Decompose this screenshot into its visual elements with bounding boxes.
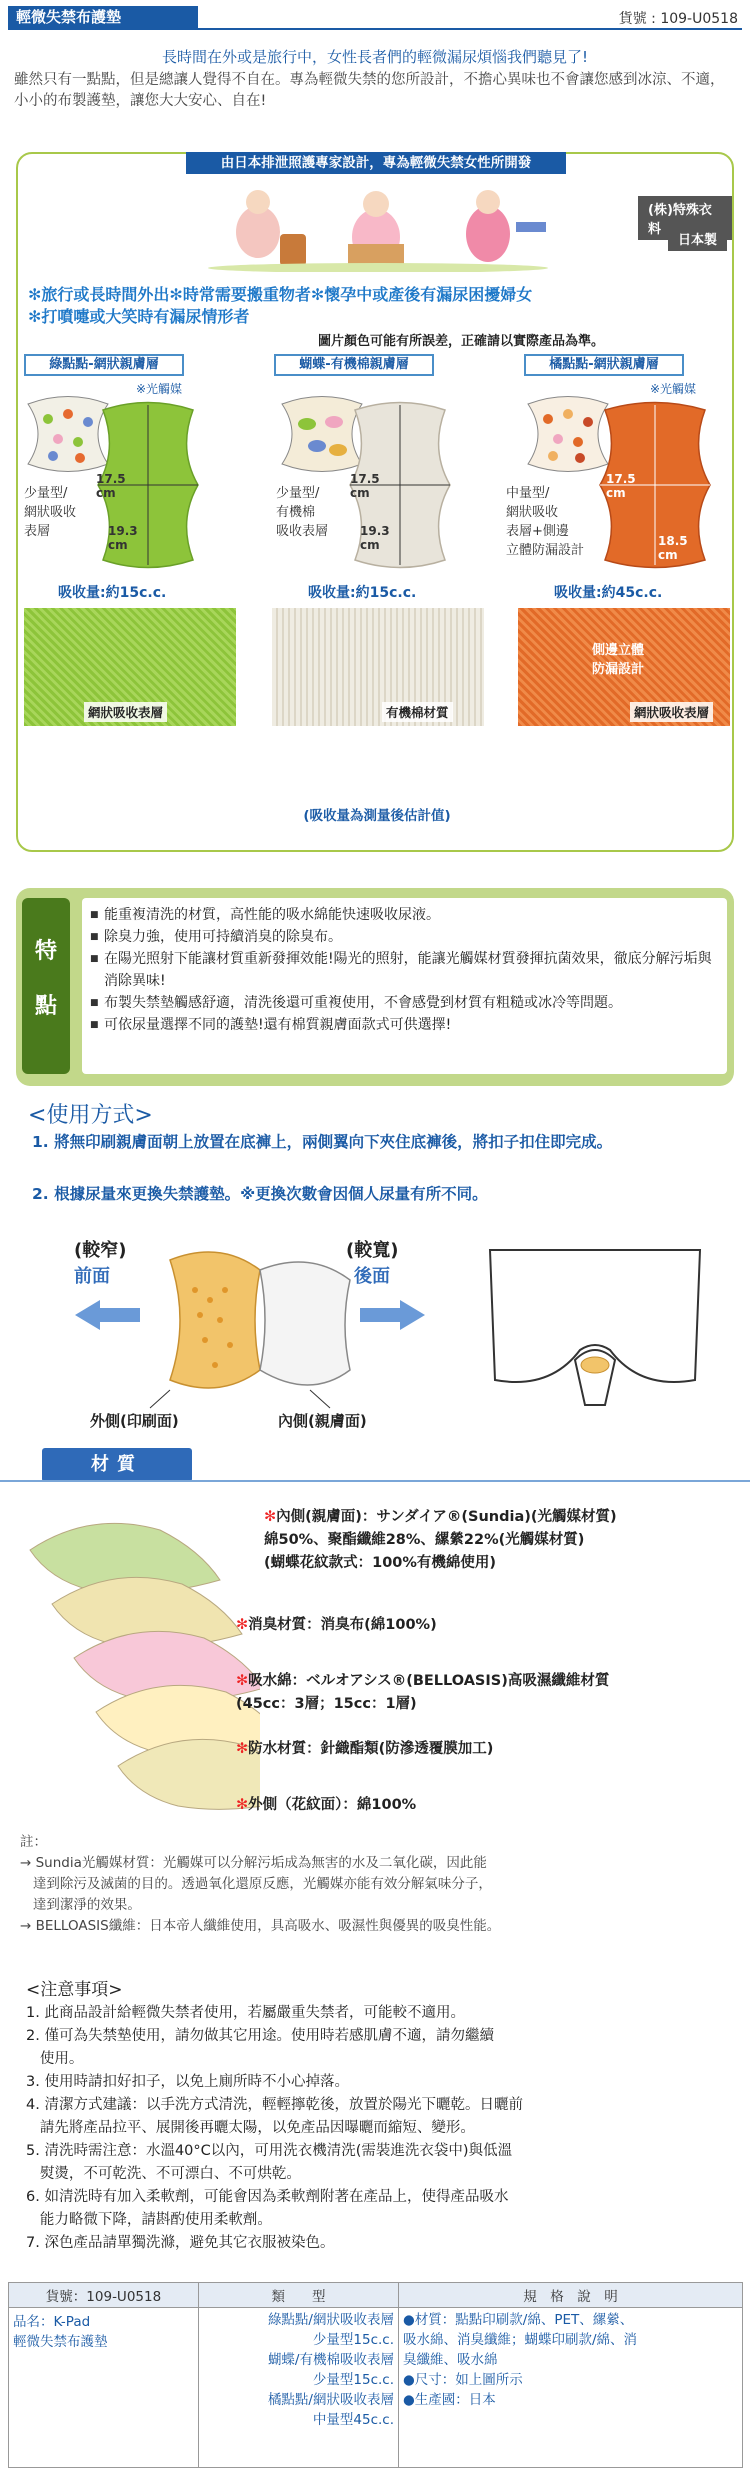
variant-label-green: 綠點點-網狀親膚層 [24, 354, 184, 376]
absorb-measure-note: (吸收量為測量後估計值) [303, 808, 451, 824]
scenario-line-2: ✻打噴嚏或大笑時有漏尿情形者 [28, 307, 250, 326]
usage-step-2: 2. 根據尿量來更換失禁護墊。※更換次數會因個人尿量有所不同。 [32, 1185, 488, 1203]
usage-pad-diagram [60, 1240, 440, 1410]
intro-body: 雖然只有一點點，但是總讓人覺得不自在。專為輕微失禁的您所設計，不擔心異味也不會讓您感到冰涼、不適，小小的布製護墊，讓您大大安心、自在! [14, 72, 725, 109]
design-banner: 由日本排泄照護專家設計，專為輕微失禁女性所開發 [186, 152, 566, 174]
photocat-note-green: ※光觸媒 [136, 382, 183, 396]
scenario-line-1: ✻旅行或長時間外出✻時常需要搬重物者✻懷孕中或產後有漏尿困擾婦女 [28, 285, 533, 304]
arrow-left-icon [75, 1300, 100, 1330]
caution-title: <注意事項> [26, 1980, 123, 2000]
photocat-note-orange: ※光觸媒 [650, 382, 697, 396]
product-overview-box [16, 152, 734, 852]
outer-side-caption: 外側(印刷面) [90, 1412, 179, 1430]
page-title: 輕微失禁布護墊 [8, 6, 198, 28]
feature-item: ■ 可依尿量選擇不同的護墊!還有棉質親膚面款式可供選擇! [90, 1014, 719, 1036]
spec-header-type: 類 型 [199, 2283, 399, 2308]
materials-divider [0, 1480, 750, 1482]
product-code: 貨號 : 109-U0518 [618, 11, 738, 27]
orange-side-guard-caption: 側邊立體 防漏設計 [592, 643, 645, 677]
butterfly-width-dim: 17.5 cm [350, 472, 380, 500]
spec-table [8, 2282, 743, 2468]
material-layer-outer: ✻外側（花紋面）：綿100% [236, 1797, 417, 1813]
usage-title: <使用方式> [28, 1103, 153, 1128]
green-absorb: 吸收量:約15c.c. [58, 585, 167, 601]
orange-absorb: 吸收量:約45c.c. [554, 585, 663, 601]
spec-header-code: 貨號：109-U0518 [9, 2283, 199, 2308]
orange-height-dim: 18.5 cm [658, 534, 688, 562]
arrow-right-icon [400, 1300, 425, 1330]
features-side-label: 特 點 [22, 898, 70, 1074]
header-bar [8, 6, 742, 30]
butterfly-texture-photo [272, 608, 484, 726]
front-tag: (較窄) [74, 1240, 127, 1261]
layers-illustration [20, 1500, 260, 1820]
features-box [16, 888, 734, 1086]
users-illustration [198, 182, 558, 272]
features-list [82, 898, 727, 1074]
back-tag: (較寬) [346, 1240, 399, 1261]
spec-product-name: 品名：K-Pad 輕微失禁布護墊 [9, 2308, 199, 2468]
material-layer-absorb: ✻吸水綿：ベルオアシス®(BELLOASIS)高吸濕纖維材質 (45cc：3層；15cc：1層) [236, 1673, 610, 1712]
spec-types: 綠點點/網狀吸收表層 少量型15c.c. 蝴蝶/有機棉吸收表層 少量型15c.c. 橘點點/網狀吸收表層 中量型45c.c. [199, 2308, 399, 2468]
materials-title: 材質 [42, 1448, 192, 1482]
spec-details: ●材質：點點印刷款/綿、PET、縲縈、 吸水綿、消臭纖維；蝴蝶印刷款/綿、消 臭纖維、吸水綿 ●尺寸：如上圖所示 ●生產國：日本 [399, 2308, 743, 2468]
intro-headline: 長時間在外或是旅行中，女性長者們的輕微漏尿煩惱我們聽見了! [161, 48, 589, 66]
made-in-tag: 日本製 [668, 226, 727, 251]
feature-item: ■ 在陽光照射下能讓材質重新發揮效能!陽光的照射，能讓光觸媒材質發揮抗菌效果，徹底分解污垢與消除異味! [90, 948, 719, 992]
photo-color-note: 圖片顏色可能有所誤差，正確請以實際產品為準。 [318, 334, 605, 349]
material-layer-deodor: ✻消臭材質：消臭布(綿100%) [236, 1617, 437, 1633]
green-height-dim: 19.3 cm [108, 524, 138, 552]
butterfly-absorb: 吸收量:約15c.c. [308, 585, 417, 601]
orange-desc: 中量型/ 網狀吸收 表層+側邊 立體防漏設計 [506, 486, 585, 558]
material-layer-waterproof: ✻防水材質：針織酯類(防滲透覆膜加工) [236, 1741, 494, 1757]
caution-list: 1. 此商品設計給輕微失禁者使用，若屬嚴重失禁者，可能較不適用。 2. 僅可為失禁墊使用，請勿做其它用途。使用時若感肌膚不適，請勿繼續 使用。 3. 使用時請扣好扣子，以免上廁所時不小心掉落。 4. 清潔方式建議：以手洗方式清洗，輕輕擰乾後，放置於陽光下曬乾。日曬前 請先將產品拉平、展開後再曬太陽，以免產品因曝曬而縮短、變形。 5. 清洗時需注意：水溫40°C以內，可用洗衣機清洗(需裝進洗衣袋中)與低溫 熨燙，不可乾洗、不可漂白、不可烘乾。 6. 如清洗時有加入柔軟劑，可能會因為柔軟劑附著在產品上，使得產品吸水 能力略微下降，請斟酌使用柔軟劑。 7. 深色產品請單獨洗滌，避免其它衣服被染色。 [26, 2005, 523, 2251]
butterfly-height-dim: 19.3 cm [360, 524, 390, 552]
underwear-diagram [480, 1240, 710, 1420]
variant-label-orange: 橘點點-網狀親膚層 [524, 354, 684, 376]
orange-texture-caption: 網狀吸收表層 [630, 702, 713, 722]
company-tag: (株)特殊衣料 [638, 196, 732, 240]
orange-texture-photo [518, 608, 730, 726]
orange-width-dim: 17.5 cm [606, 472, 636, 500]
feature-item: ■ 布製失禁墊觸感舒適，清洗後還可重複使用，不會感覺到材質有粗糙或冰冷等問題。 [90, 992, 719, 1014]
green-width-dim: 17.5 cm [96, 472, 126, 500]
green-texture-photo [24, 608, 236, 726]
feature-item: ■ 除臭力強，使用可持續消臭的除臭布。 [90, 926, 719, 948]
notes-section: 註： → Sundia光觸媒材質：光觸媒可以分解污垢成為無害的水及二氧化碳，因此能 達到除污及滅菌的目的。透過氧化還原反應，光觸媒亦能有效分解氣味分子， 達到潔淨的效果。 → BELLOASIS纖維：日本帝人纖維使用，具高吸水、吸濕性與優異的吸臭性能。 [20, 1834, 501, 1934]
usage-step-1: 1. 將無印刷親膚面朝上放置在底褲上，兩側翼向下夾住底褲後，將扣子扣住即完成。 [32, 1133, 613, 1151]
butterfly-texture-caption: 有機棉材質 [382, 702, 453, 722]
orange-pad [580, 400, 730, 570]
variant-label-butterfly: 蝴蝶-有機棉親膚層 [274, 354, 434, 376]
back-label: 後面 [354, 1266, 390, 1287]
spec-header-detail: 規 格 說 明 [399, 2283, 743, 2308]
butterfly-desc: 少量型/ 有機棉 吸收表層 [276, 486, 329, 539]
inner-side-caption: 內側(親膚面) [278, 1412, 367, 1430]
material-layer-inner: ✻內側(親膚面)：サンダイア®(Sundia)(光觸媒材質) 綿50%、聚酯纖維28%、縲縈22%(光觸媒材質) (蝴蝶花紋款式：100%有機綿使用) [264, 1509, 617, 1571]
front-label: 前面 [74, 1266, 110, 1287]
green-texture-caption: 網狀吸收表層 [84, 702, 167, 722]
green-desc: 少量型/ 網狀吸收 表層 [24, 486, 77, 539]
feature-item: ■ 能重複清洗的材質，高性能的吸水綿能快速吸收尿液。 [90, 904, 719, 926]
